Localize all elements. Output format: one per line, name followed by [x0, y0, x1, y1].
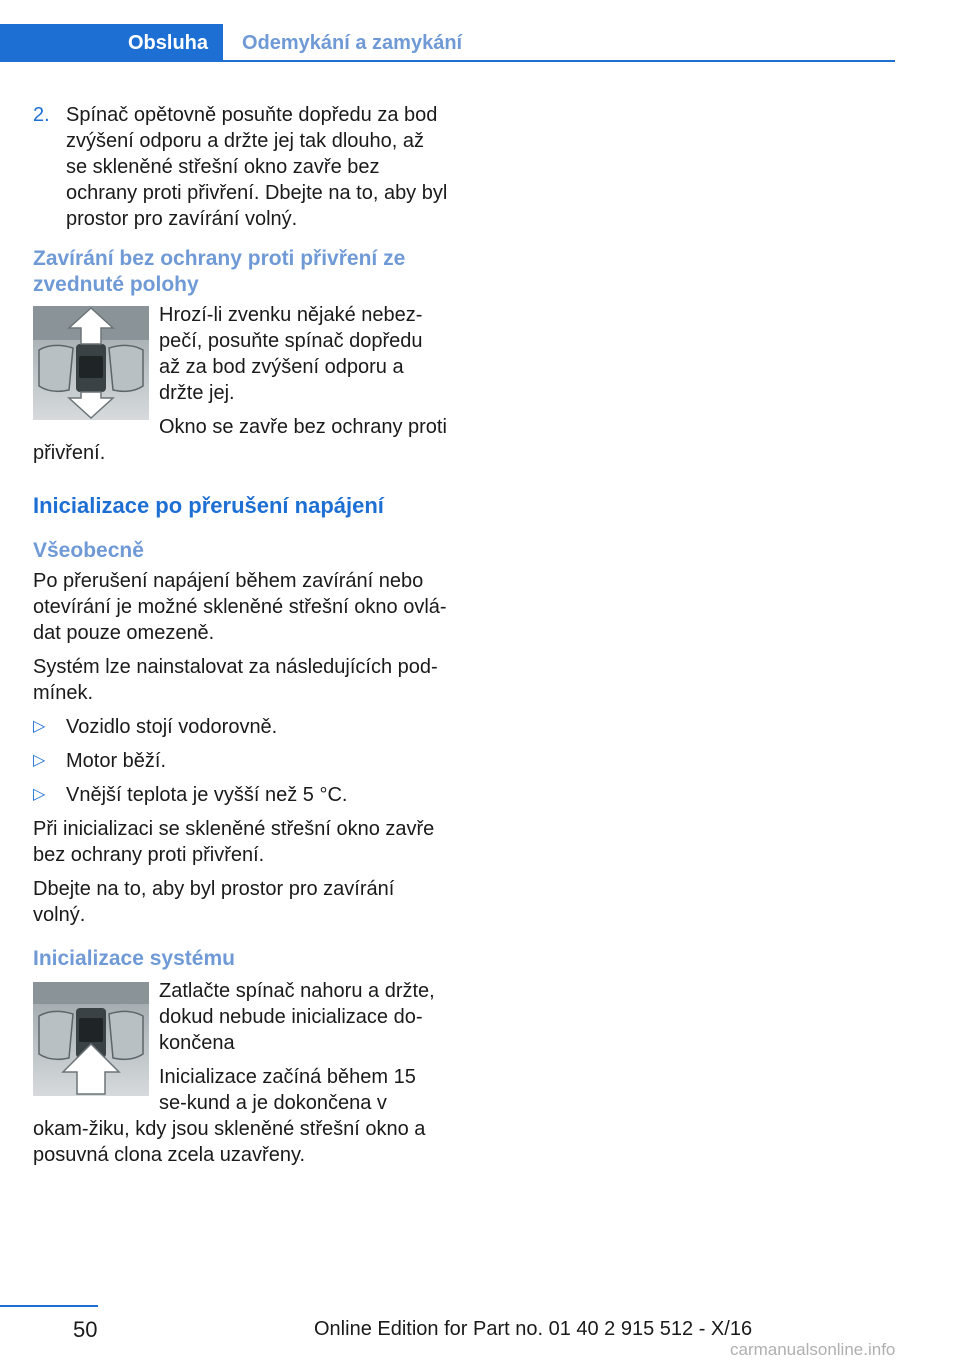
switch-up-illustration-icon — [33, 982, 149, 1096]
heading-raised-close: Zavírání bez ochrany proti přivření ze zvednuté polohy — [33, 247, 406, 296]
step-number: 2. — [33, 104, 50, 126]
tab-odemykani[interactable]: Odemykání a zamykání — [242, 32, 463, 54]
step-2 — [33, 102, 448, 232]
list-item: ▷ Vozidlo stojí vodorovně. — [33, 716, 278, 738]
step-text: Spínač opětovně posuňte dopředu za bod zvýšení odporu a držte jej tak dlouho, až se skleněné střešní okno zavře bez ochrany proti přivření. Dbejte na to, aby byl prostor pro zavírání volný. — [66, 104, 448, 230]
list-item: ▷ Motor běží. — [33, 750, 167, 772]
system-init-p2: Inicializace začíná během 15 se-kund a je dokončena v okam-žiku, kdy jsou skleněné střešní okno a posuvná clona zcela uzavřeny. — [33, 1066, 426, 1166]
triangle-bullet-icon: ▷ — [33, 786, 46, 803]
triangle-bullet-icon: ▷ — [33, 718, 46, 735]
switch-forward-illustration-icon — [33, 306, 149, 420]
header-bar — [0, 24, 895, 62]
conditions-list — [33, 714, 448, 808]
heading-general: Všeobecně — [33, 539, 144, 562]
edition-text: Online Edition for Part no. 01 40 2 915 512 - X/16 — [314, 1318, 753, 1340]
raised-close-p2: Okno se zavře bez ochrany proti přivření. — [33, 416, 447, 464]
system-init-p1: Zatlačte spínač nahoru a držte, dokud nebude inicializace do-končena — [159, 980, 435, 1054]
init-p1: Po přerušení napájení během zavírání nebo otevírání je možné skleněné střešní okno ovlá-dat pouze omezeně. — [33, 570, 447, 644]
list-item: ▷ Vnější teplota je vyšší než 5 °C. — [33, 784, 348, 806]
system-init-block — [33, 978, 448, 1176]
raised-close-block — [33, 302, 448, 474]
init-p2: Systém lze nainstalovat za následujících pod-mínek. — [33, 656, 438, 704]
raised-close-p1: Hrozí-li zvenku nějaké nebez-pečí, posuňte spínač dopředu až za bod zvýšení odporu a držte jej. — [159, 304, 423, 404]
triangle-bullet-icon: ▷ — [33, 752, 46, 769]
heading-system-init: Inicializace systému — [33, 947, 235, 970]
watermark: carmanualsonline.info — [730, 1340, 896, 1359]
main-content — [33, 102, 448, 1190]
tab-obsluha[interactable]: Obsluha — [0, 24, 223, 62]
init-p4: Dbejte na to, aby byl prostor pro zavírání volný. — [33, 878, 395, 926]
footer-divider — [0, 1305, 98, 1307]
heading-init-power: Inicializace po přerušení napájení — [33, 493, 384, 518]
init-p3: Při inicializaci se skleněné střešní okno zavře bez ochrany proti přivření. — [33, 818, 435, 866]
page-number: 50 — [73, 1317, 98, 1342]
